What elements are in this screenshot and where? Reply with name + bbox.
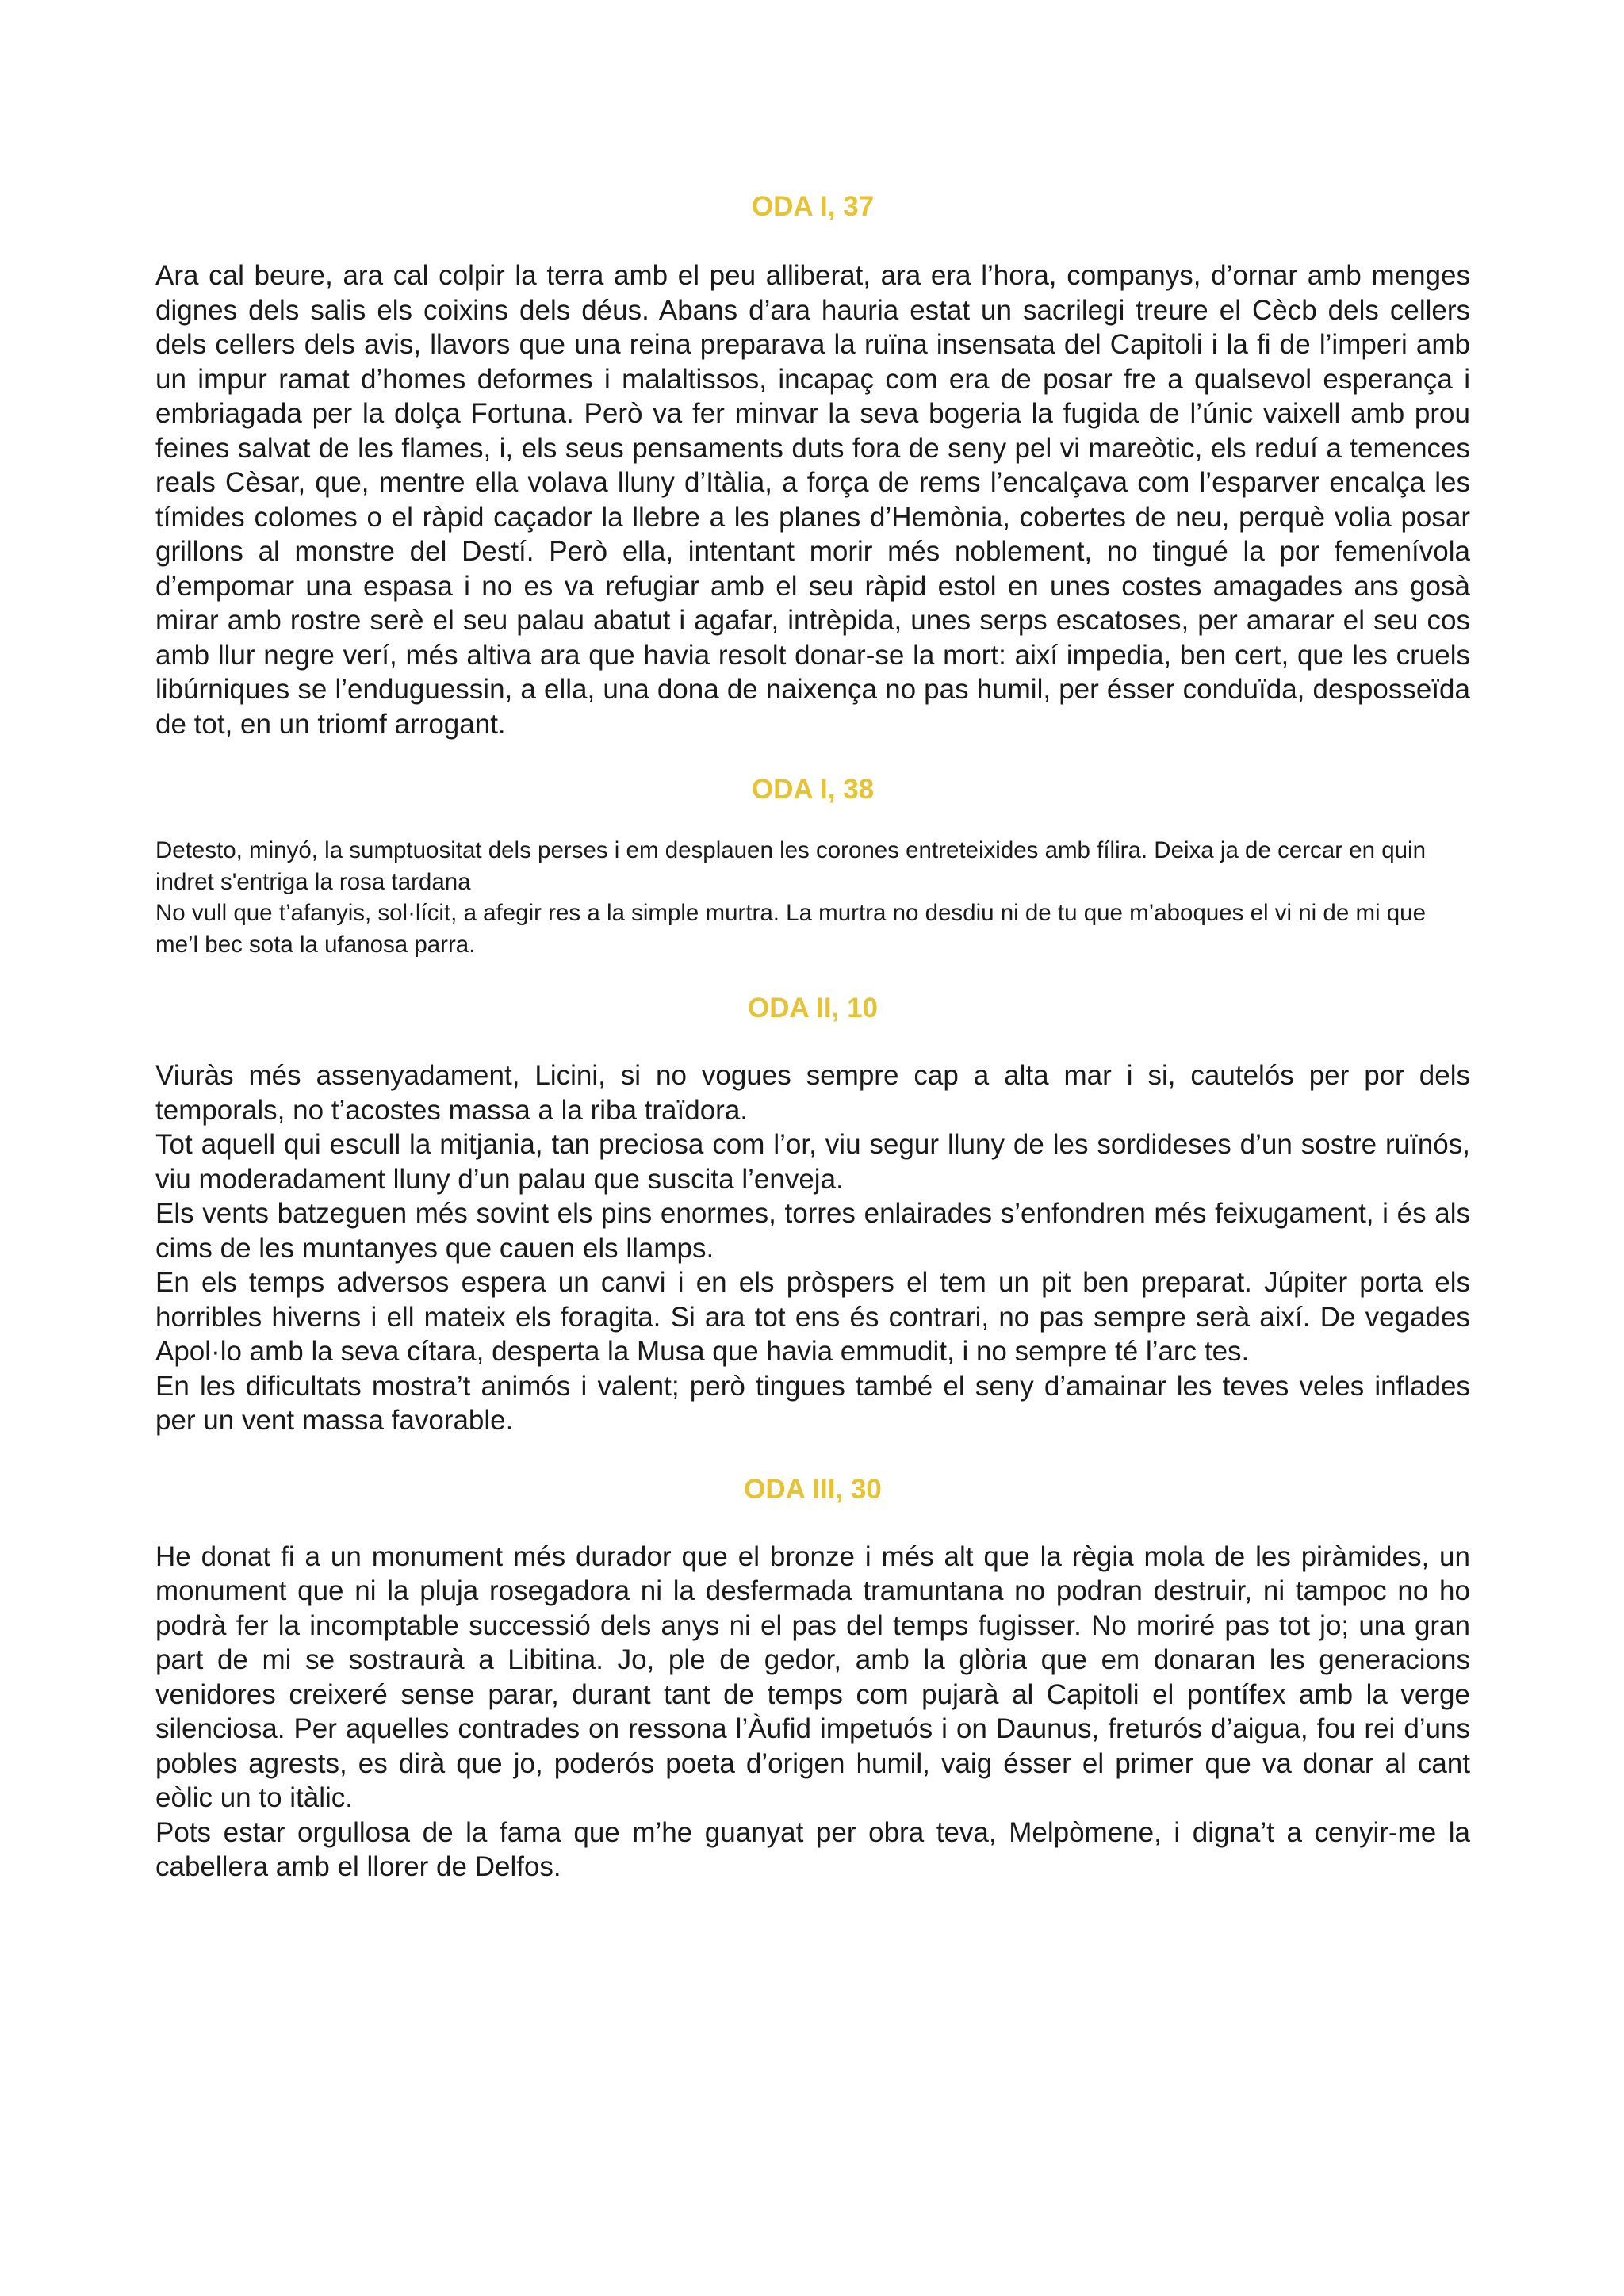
- ode-paragraph: Detesto, minyó, la sumptuositat dels perses i em desplauen les corones entreteixides amb fílira. Deixa ja de cercar en quin indret s'entriga la rosa tardana: [155, 837, 1427, 895]
- ode-paragraph: En els temps adversos espera un canvi i en els pròspers el tem un pit ben preparat. Júpiter porta els horribles hiverns i ell mateix els foragita. Si ara tot ens és contrari, no pas sempre serà així. De vegades Apol·lo amb la seva cítara, desperta la Musa que havia emmudit, i no sempre té l’arc tes.: [155, 1267, 1470, 1367]
- ode-paragraph: En les dificultats mostra’t animós i valent; però tingues també el seny d’amainar les teves veles inflades per un vent massa favorable.: [155, 1370, 1470, 1436]
- ode-paragraph: Els vents batzeguen més sovint els pins enormes, torres enlairades s’enfondren més feixugament, i és als cims de les muntanyes que cauen els llamps.: [155, 1198, 1470, 1264]
- ode-section: [155, 771, 1470, 960]
- ode-section: [155, 1471, 1470, 1885]
- ode-paragraph: He donat fi a un monument més durador que el bronze i més alt que la règia mola de les piràmides, un monument que ni la pluja rosegadora ni la desfermada tramuntana no podran destruir, ni tampoc no ho podrà fer la incomptable successió dels anys ni el pas del temps fugisser. No moriré pas tot jo; una gran part de mi se sostraurà a Libitina. Jo, ple de gedor, amb la glòria que em donaran les generacions venidores creixeré sense parar, durant tant de temps com pujarà al Capitoli el pontífex amb la verge silenciosa. Per aquelles contrades on ressona l’Àufid impetuós i on Daunus, freturós d’aigua, fou rei d’uns pobles agrests, es dirà que jo, poderós poeta d’origen humil, vaig ésser el primer que va donar al cant eòlic un to itàlic.: [155, 1540, 1470, 1813]
- ode-paragraph: Tot aquell qui escull la mitjania, tan preciosa com l’or, viu segur lluny de les sordideses d’un sostre ruïnós, viu moderadament lluny d’un palau que suscita l’enveja.: [155, 1129, 1470, 1195]
- ode-paragraph: No vull que t’afanyis, sol·lícit, a afegir res a la simple murtra. La murtra no desdiu ni de tu que m’aboques el vi ni de mi que me’l bec sota la ufanosa parra.: [155, 900, 1426, 958]
- ode-paragraph: Pots estar orgullosa de la fama que m’he guanyat per obra teva, Melpòmene, i digna’t a cenyir-me la cabellera amb el llorer de Delfos.: [155, 1816, 1470, 1882]
- ode-title: ODA III, 30: [744, 1473, 882, 1505]
- ode-section: [155, 189, 1470, 741]
- ode-title: ODA I, 37: [751, 191, 875, 222]
- document-page: [155, 189, 1470, 1885]
- ode-title: ODA II, 10: [747, 993, 879, 1024]
- ode-section: [155, 990, 1470, 1438]
- ode-paragraph: Ara cal beure, ara cal colpir la terra amb el peu alliberat, ara era l’hora, companys, d’ornar amb menges dignes dels salis els coixins dels déus. Abans d’ara hauria estat un sacrilegi treure el Cècb dels cellers dels cellers dels avis, llavors que una reina preparava la ruïna insensata del Capitoli i la fi de l’imperi amb un impur ramat d’homes deformes i malaltissos, incapaç com era de posar fre a qualsevol esperança i embriagada per la dolça Fortuna. Però va fer minvar la seva bogeria la fugida de l’únic vaixell amb prou feines salvat de les flames, i, els seus pensaments duts fora de seny pel vi mareòtic, els reduí a temences reals Cèsar, que, mentre ella volava lluny d’Itàlia, a força de rems l’encalçava com l’esparver encalça les tímides colomes o el ràpid caçador la llebre a les planes d’Hemònia, cobertes de neu, perquè volia posar grillons al monstre del Destí. Però ella, intentant morir més noblement, no tingué la por femenívola d’empomar una espasa i no es va refugiar amb el seu ràpid estol en unes costes amagades ans gosà mirar amb rostre serè el seu palau abatut i agafar, intrèpida, unes serps escatoses, per amarar el seu cos amb llur negre verí, més altiva ara que havia resolt donar-se la mort: així impedia, ben cert, que les cruels libúrniques se l’enduguessin, a ella, una dona de naixença no pas humil, per ésser conduïda, desposseïda de tot, en un triomf arrogant.: [155, 260, 1470, 740]
- ode-paragraph: Viuràs més assenyadament, Licini, si no vogues sempre cap a alta mar i si, cautelós per por dels temporals, no t’acostes massa a la riba traïdora.: [155, 1060, 1470, 1126]
- ode-title: ODA I, 38: [751, 774, 875, 805]
